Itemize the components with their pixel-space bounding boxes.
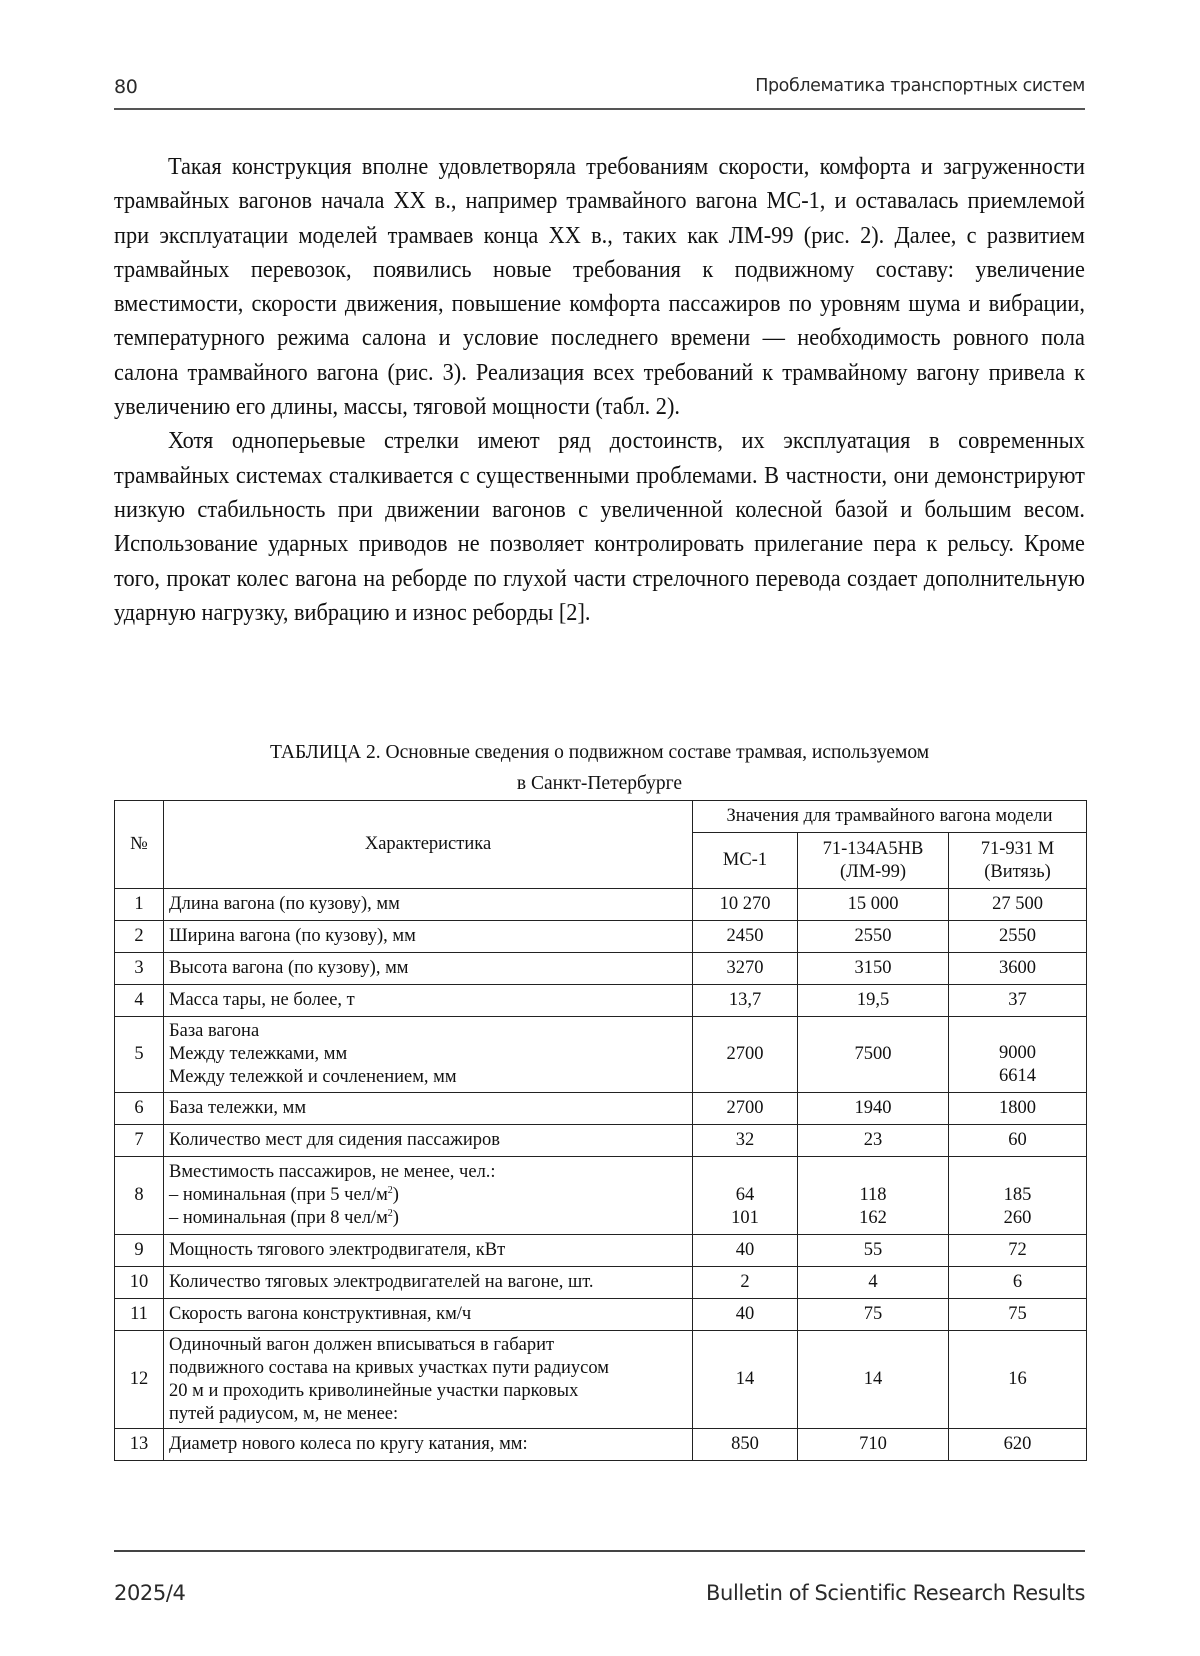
table-row	[115, 1093, 1087, 1125]
running-header	[114, 76, 1085, 110]
row-number: 11	[115, 1299, 164, 1331]
value-cell: 15 000	[798, 889, 949, 921]
value-cell: 27 500	[949, 889, 1087, 921]
characteristic-cell	[164, 985, 693, 1017]
table-row	[115, 1125, 1087, 1157]
characteristic-line: Вместимость пассажиров, не менее, чел.:	[169, 1162, 496, 1182]
model-name: 71-931 М	[980, 838, 1055, 859]
value-cell: 1800	[949, 1093, 1087, 1125]
value-cell: 10 270	[693, 889, 798, 921]
characteristic-cell	[164, 1429, 693, 1461]
value-cell: 2	[693, 1267, 798, 1299]
row-number: 1	[115, 889, 164, 921]
page-number: 80	[114, 76, 138, 98]
characteristic-cell	[164, 1017, 693, 1093]
value-cell: 3270	[693, 953, 798, 985]
value-cell: 75	[798, 1299, 949, 1331]
value-cell: 2550	[798, 921, 949, 953]
characteristic-line: – номинальная (при 5 чел/$м^2$)	[169, 1184, 399, 1205]
value-cell: 6	[949, 1267, 1087, 1299]
table-row	[115, 953, 1087, 985]
value-cell: 14	[798, 1331, 949, 1429]
column-header-number: №	[115, 801, 164, 889]
characteristic-line: – номинальная (при 8 чел/$м^2$)	[169, 1207, 399, 1228]
table-caption-line: в Санкт-Петербурге	[516, 773, 683, 794]
row-number: 13	[115, 1429, 164, 1461]
value-cell: 118 162	[798, 1157, 949, 1235]
row-number: 8	[115, 1157, 164, 1235]
row-number: 12	[115, 1331, 164, 1429]
value-cell: 19,5	[798, 985, 949, 1017]
characteristic-cell	[164, 889, 693, 921]
value-cell: 2700	[693, 1093, 798, 1125]
row-number: 5	[115, 1017, 164, 1093]
value-cell: 64 101	[693, 1157, 798, 1235]
value-cell: 185 260	[949, 1157, 1087, 1235]
column-header-model	[798, 833, 949, 889]
value-cell: 4	[798, 1267, 949, 1299]
characteristic-line: База вагона	[169, 1021, 260, 1041]
characteristic-line: База тележки, мм	[169, 1098, 307, 1118]
characteristic-line: Ширина вагона (по кузову), мм	[169, 926, 416, 946]
table-row	[115, 1299, 1087, 1331]
characteristic-line: Между тележками, мм	[169, 1044, 348, 1064]
characteristic-cell	[164, 1093, 693, 1125]
characteristic-line: путей радиусом, м, не менее:	[169, 1403, 399, 1424]
characteristic-line: Масса тары, не более, т	[169, 990, 355, 1010]
paragraph: Хотя одноперьевые стрелки имеют ряд достоинств, их эксплуатация в современных трамвайных системах сталкивается с существенными проблемами. В частности, они демонстрируют низкую стабильность при движении вагонов с увеличенной колесной базой и большим весом. Использование ударных приводов не позволяет контролировать прилегание пера к рельсу. Кроме того, прокат колес вагона на реборде по глухой части стрелочного перевода создает дополнительную ударную нагрузку, вибрацию и износ реборды [2].	[114, 428, 1085, 626]
value-cell: 16	[949, 1331, 1087, 1429]
value-cell: 32	[693, 1125, 798, 1157]
table-caption	[114, 737, 1085, 799]
journal-name: Bulletin of Scientific Research Results	[706, 1581, 1085, 1605]
value-cell: 2450	[693, 921, 798, 953]
row-number: 7	[115, 1125, 164, 1157]
column-header-model	[693, 833, 798, 889]
characteristic-line: Высота вагона (по кузову), мм	[169, 958, 409, 978]
model-alias: (Витязь)	[984, 861, 1051, 882]
body-text	[114, 150, 1085, 630]
table-row	[115, 1331, 1087, 1429]
characteristic-cell	[164, 1267, 693, 1299]
column-group-header: Значения для трамвайного вагона модели	[693, 801, 1087, 833]
table-row	[115, 1157, 1087, 1235]
model-alias: (ЛМ-99)	[840, 861, 906, 882]
value-cell: 40	[693, 1299, 798, 1331]
characteristic-cell	[164, 1125, 693, 1157]
value-cell: 710	[798, 1429, 949, 1461]
paragraph: Такая конструкция вполне удовлетворяла требованиям скорости, комфорта и загруженности трамвайных вагонов начала XX в., например трамвайного вагона МС-1, и оставалась приемлемой при эксплуатации моделей трамваев конца XX в., таких как ЛМ-99 (рис. 2). Далее, с развитием трамвайных перевозок, появились новые требования к подвижному составу: увеличение вместимости, скорости движения, повышение комфорта пассажиров по уровням шума и вибрации, температурного режима салона и условие последнего времени — необходимость ровного пола салона трамвайного вагона (рис. 3). Реализация всех требований к трамвайному вагону привела к увеличению его длины, массы, тяговой мощности (табл. 2).	[114, 154, 1085, 421]
characteristic-line: Мощность тягового электродвигателя, кВт	[169, 1240, 506, 1260]
column-header-characteristic: Характеристика	[164, 801, 693, 889]
characteristic-cell	[164, 1299, 693, 1331]
value-cell: 13,7	[693, 985, 798, 1017]
table-row	[115, 985, 1087, 1017]
value-cell: 23	[798, 1125, 949, 1157]
model-name: 71-134А5НВ	[822, 838, 924, 859]
model-name: МС-1	[722, 850, 768, 870]
value-cell: 72	[949, 1235, 1087, 1267]
page-footer	[114, 1550, 1085, 1605]
value-cell: 75	[949, 1299, 1087, 1331]
characteristic-cell	[164, 1331, 693, 1429]
value-cell: 620	[949, 1429, 1087, 1461]
value-cell: 55	[798, 1235, 949, 1267]
rolling-stock-table	[114, 800, 1087, 1461]
value-cell: 3600	[949, 953, 1087, 985]
characteristic-cell	[164, 1157, 693, 1235]
value-cell: 2550	[949, 921, 1087, 953]
characteristic-line: Одиночный вагон должен вписываться в габарит	[169, 1334, 555, 1355]
value-cell: 3150	[798, 953, 949, 985]
row-number: 9	[115, 1235, 164, 1267]
section-title: Проблематика транспортных систем	[755, 76, 1085, 96]
table-caption-line: ТАБЛИЦА 2. Основные сведения о подвижном составе трамвая, используемом	[269, 742, 930, 763]
table-row	[115, 1429, 1087, 1461]
characteristic-cell	[164, 953, 693, 985]
characteristic-cell	[164, 921, 693, 953]
characteristic-cell	[164, 1235, 693, 1267]
table-row	[115, 1267, 1087, 1299]
table-row	[115, 1017, 1087, 1093]
value-cell: 850	[693, 1429, 798, 1461]
characteristic-line: 20 м и проходить криволинейные участки парковых	[169, 1380, 579, 1401]
characteristic-line: Диаметр нового колеса по кругу катания, мм:	[169, 1434, 528, 1454]
characteristic-line: Между тележкой и сочленением, мм	[169, 1067, 457, 1087]
value-cell: 1940	[798, 1093, 949, 1125]
value-cell: 9000 6614	[949, 1017, 1087, 1093]
row-number: 3	[115, 953, 164, 985]
table-body	[115, 889, 1087, 1461]
column-header-model	[949, 833, 1087, 889]
table-row	[115, 889, 1087, 921]
row-number: 2	[115, 921, 164, 953]
value-cell: 14	[693, 1331, 798, 1429]
value-cell: 60	[949, 1125, 1087, 1157]
value-cell: 2700	[693, 1017, 798, 1093]
characteristic-line: подвижного состава на кривых участках пути радиусом	[169, 1357, 609, 1378]
row-number: 10	[115, 1267, 164, 1299]
value-cell: 40	[693, 1235, 798, 1267]
characteristic-line: Скорость вагона конструктивная, км/ч	[169, 1304, 472, 1324]
characteristic-line: Количество тяговых электродвигателей на вагоне, шт.	[169, 1272, 594, 1292]
row-number: 6	[115, 1093, 164, 1125]
row-number: 4	[115, 985, 164, 1017]
value-cell: 37	[949, 985, 1087, 1017]
issue-number: 2025/4	[114, 1581, 186, 1605]
characteristic-line: Длина вагона (по кузову), мм	[169, 894, 400, 914]
table-row	[115, 921, 1087, 953]
characteristic-line: Количество мест для сидения пассажиров	[169, 1130, 500, 1150]
value-cell: 7500	[798, 1017, 949, 1093]
table-row	[115, 1235, 1087, 1267]
